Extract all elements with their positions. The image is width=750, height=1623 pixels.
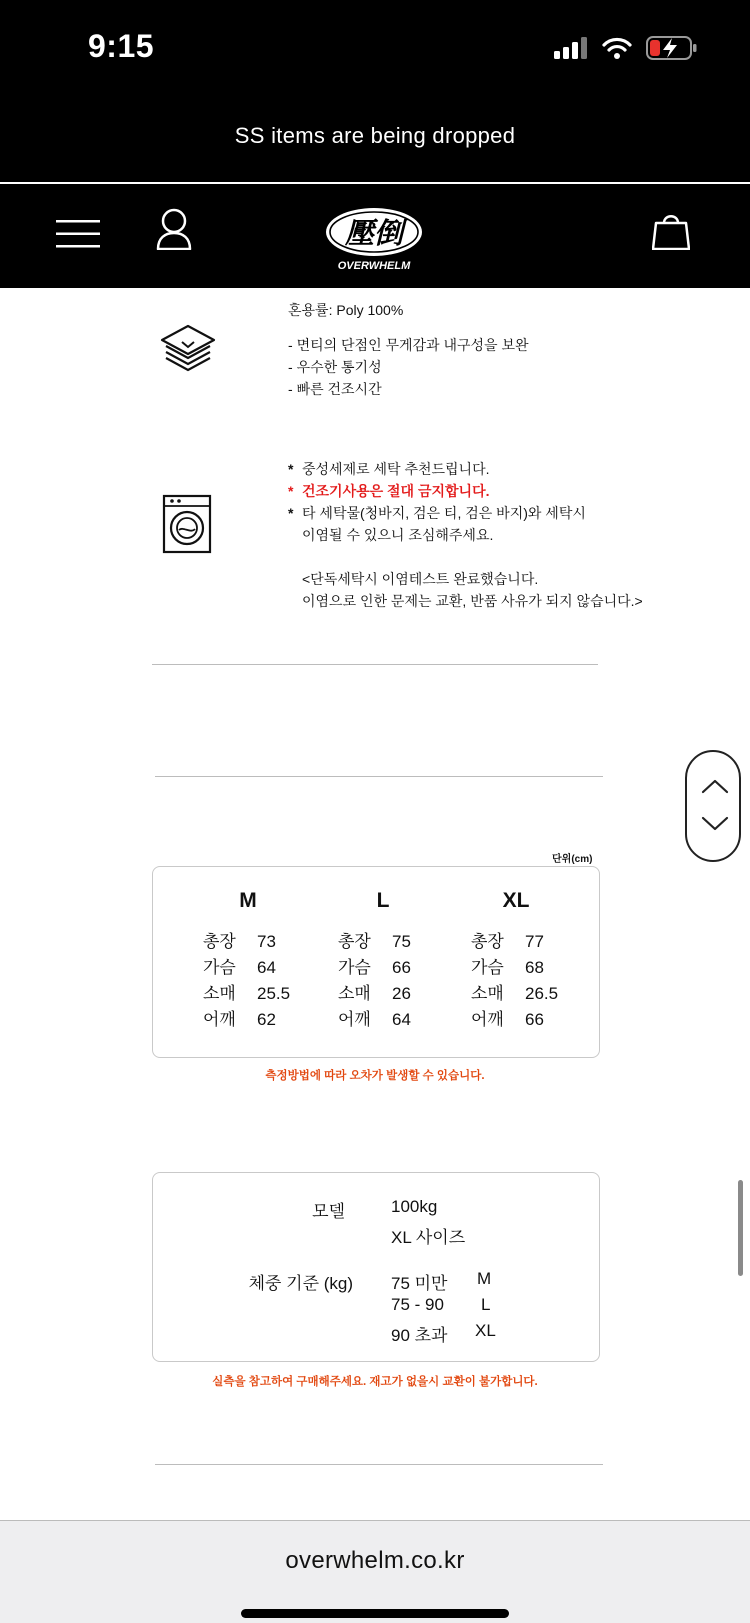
divider xyxy=(152,664,598,665)
shopping-bag-icon[interactable] xyxy=(652,210,690,250)
material-blend: 혼용률: Poly 100% xyxy=(288,302,404,318)
fabric-layers-icon xyxy=(160,324,216,372)
weight-size: XL xyxy=(475,1321,496,1340)
size-header: M xyxy=(239,889,257,912)
size-row: 가슴 66 xyxy=(338,958,411,977)
size-unit-label: 단위(cm) xyxy=(552,854,593,865)
scroll-up-button[interactable] xyxy=(701,778,729,794)
feature-item: - 면티의 단점인 무게감과 내구성을 보완 xyxy=(288,334,529,356)
dye-test-note-line: <단독세탁시 이염테스트 완료했습니다. xyxy=(302,571,539,587)
feature-item: - 우수한 통기성 xyxy=(288,356,529,378)
weight-size: L xyxy=(481,1295,491,1314)
size-row: 어깨 64 xyxy=(338,1010,411,1029)
model-size: XL 사이즈 xyxy=(391,1228,466,1247)
care-item: * 타 세탁물(청바지, 검은 티, 검은 바지)와 세탁시 xyxy=(288,502,586,524)
model-size-guide xyxy=(152,1172,600,1362)
washing-machine-icon xyxy=(162,494,212,554)
size-row: 소매 26.5 xyxy=(471,984,559,1003)
size-chart-table xyxy=(152,866,600,1058)
size-header: XL xyxy=(502,889,530,912)
size-column-m xyxy=(203,889,323,1033)
size-row: 총장 75 xyxy=(338,932,411,951)
size-row: 소매 25.5 xyxy=(203,984,291,1003)
weight-range: 75 미만 xyxy=(391,1274,448,1293)
status-icons xyxy=(554,36,698,60)
scroll-control xyxy=(685,750,741,862)
announcement-bar: SS items are being dropped xyxy=(0,100,750,182)
browser-url-bar xyxy=(0,1520,750,1623)
page-scrollbar[interactable] xyxy=(738,1180,743,1276)
size-row: 소매 26 xyxy=(338,984,411,1003)
care-instructions xyxy=(288,458,586,546)
divider xyxy=(155,776,603,777)
size-row: 총장 73 xyxy=(203,932,276,951)
brand-logo[interactable] xyxy=(322,202,426,272)
size-column-xl xyxy=(471,889,591,1033)
cellular-signal-icon xyxy=(554,37,588,59)
weight-size: M xyxy=(477,1269,492,1288)
dye-test-note xyxy=(302,568,643,612)
weight-range: 75 - 90 xyxy=(391,1295,444,1314)
measurement-note: 측정방법에 따라 오차가 발생할 수 있습니다. xyxy=(265,1070,485,1082)
care-item-continued: 이염될 수 있으니 조심해주세요. xyxy=(302,527,494,543)
size-row: 가슴 68 xyxy=(471,958,544,977)
weight-range: 90 초과 xyxy=(391,1326,448,1345)
model-label: 모델 xyxy=(312,1202,345,1221)
size-row: 총장 77 xyxy=(471,932,544,951)
divider xyxy=(155,1464,603,1465)
nav-bar xyxy=(0,184,750,288)
brand-name: OVERWHELM xyxy=(337,260,411,272)
scroll-down-button[interactable] xyxy=(701,816,729,832)
weight-guide-label: 체중 기준 (kg) xyxy=(248,1274,353,1293)
feature-item: - 빠른 건조시간 xyxy=(288,378,529,400)
care-warning: * 건조기사용은 절대 금지합니다. xyxy=(288,480,586,502)
brand-logo-icon xyxy=(322,202,426,272)
wifi-icon xyxy=(602,37,632,59)
status-time: 9:15 xyxy=(88,28,155,64)
user-account-icon[interactable] xyxy=(156,208,192,250)
care-item: * 중성세제로 세탁 추천드립니다. xyxy=(288,458,586,480)
status-bar xyxy=(0,0,750,100)
brand-logo-text: 壓倒 xyxy=(344,216,404,250)
battery-low-icon xyxy=(646,36,698,60)
size-column-l xyxy=(338,889,458,1033)
size-row: 어깨 66 xyxy=(471,1010,544,1029)
material-features xyxy=(288,334,529,400)
hamburger-menu-icon[interactable] xyxy=(56,220,100,248)
purchase-note: 실측을 참고하여 구매해주세요. 재고가 없을시 교환이 불가합니다. xyxy=(212,1376,538,1388)
size-row: 가슴 64 xyxy=(203,958,276,977)
dye-test-note-line: 이염으로 인한 문제는 교환, 반품 사유가 되지 않습니다.> xyxy=(302,593,643,609)
model-weight: 100kg xyxy=(391,1197,438,1216)
size-header: L xyxy=(376,889,390,912)
site-url[interactable]: overwhelm.co.kr xyxy=(285,1547,465,1574)
home-indicator[interactable] xyxy=(241,1609,509,1618)
size-row: 어깨 62 xyxy=(203,1010,276,1029)
